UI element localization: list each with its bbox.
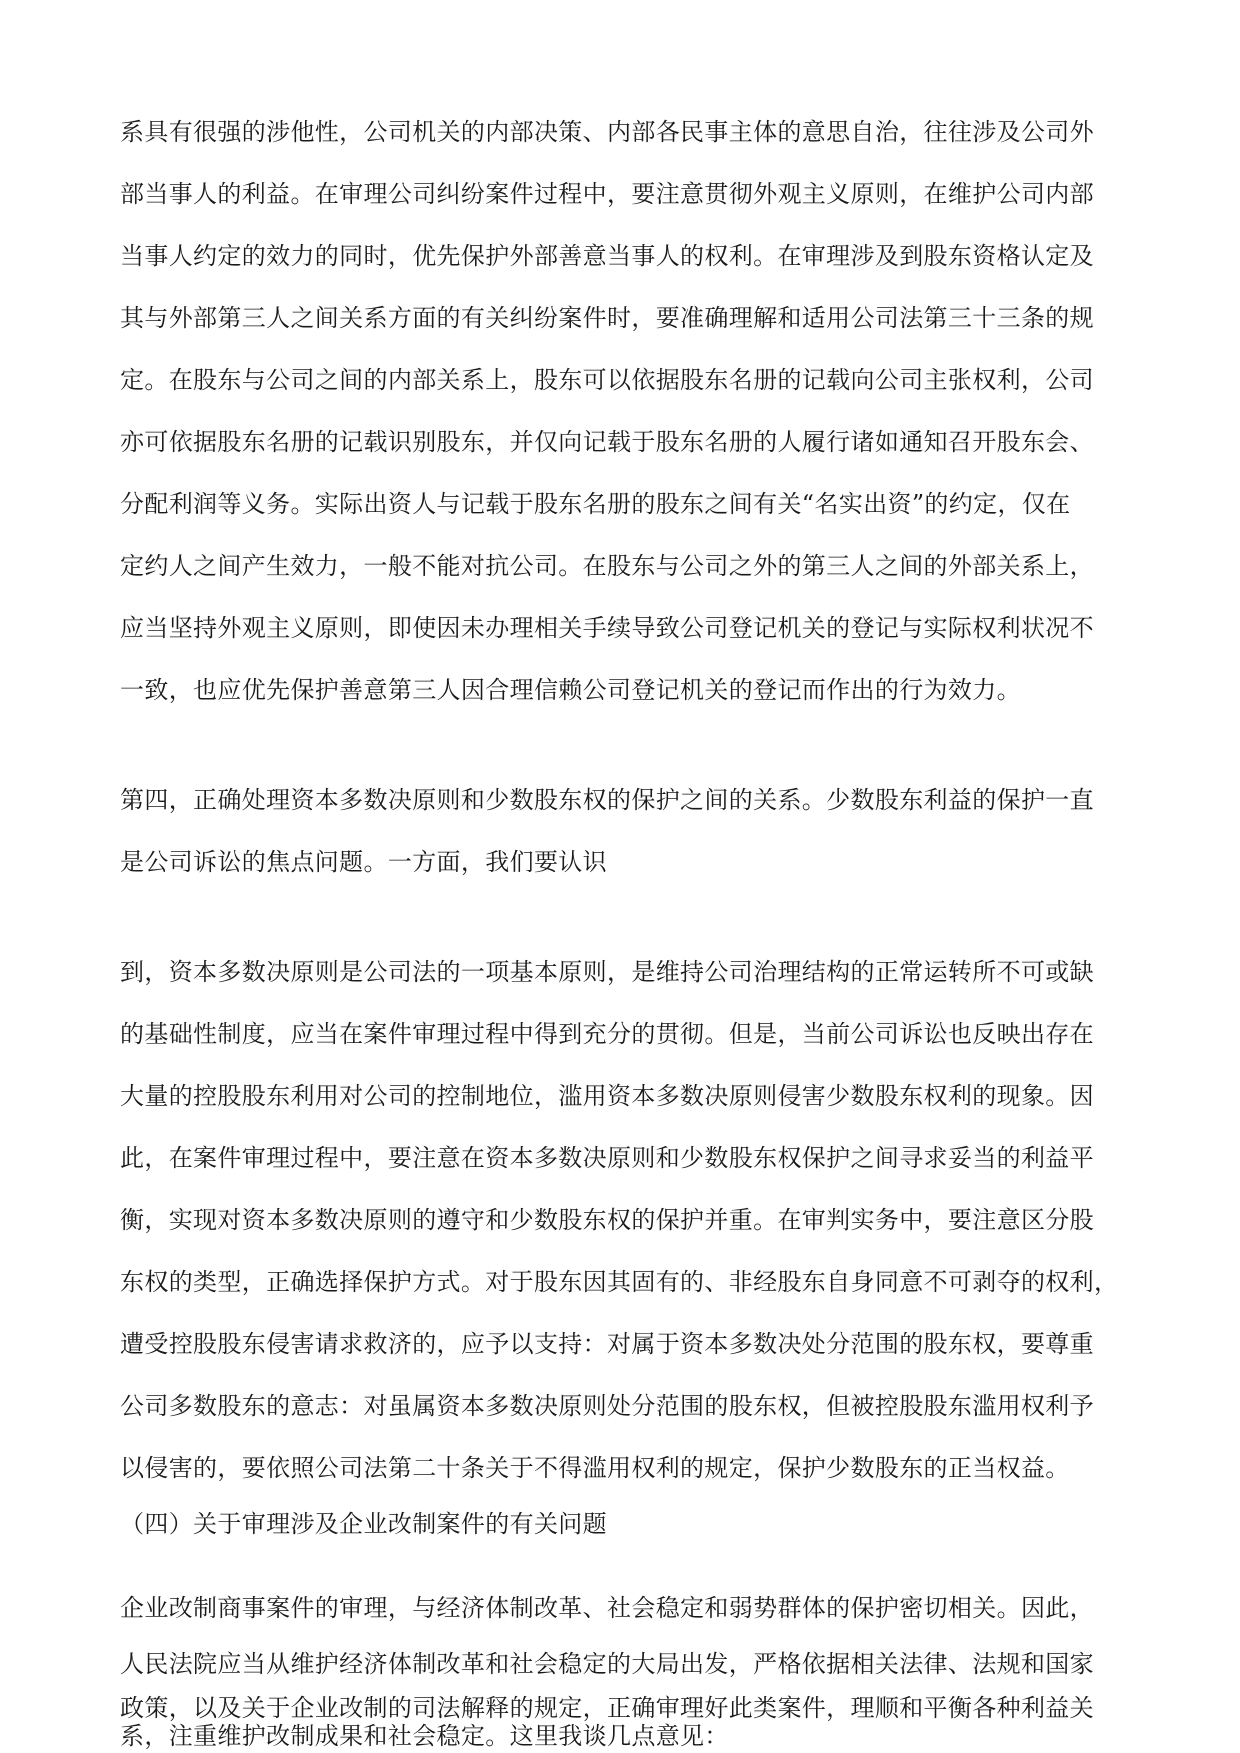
paragraph-line: 人民法院应当从维护经济体制改革和社会稳定的大局出发，严格依据相关法律、法规和国家 [120,1650,1094,1678]
paragraph-line: 的基础性制度，应当在案件审理过程中得到充分的贯彻。但是，当前公司诉讼也反映出存在 [120,1020,1094,1048]
paragraph-line: 第四，正确处理资本多数决原则和少数股东权的保护之间的关系。少数股东利益的保护一直 [120,786,1094,814]
paragraph-line: 企业改制商事案件的审理，与经济体制改革、社会稳定和弱势群体的保护密切相关。因此， [120,1594,1094,1622]
paragraph-line: 衡，实现对资本多数决原则的遵守和少数股东权的保护并重。在审判实务中，要注意区分股 [120,1206,1094,1234]
paragraph-line: 东权的类型，正确选择保护方式。对于股东因其固有的、非经股东自身同意不可剥夺的权利， [120,1268,1119,1296]
paragraph-line: 系，注重维护改制成果和社会稳定。这里我谈几点意见： [120,1722,729,1750]
section-heading: （四）关于审理涉及企业改制案件的有关问题 [120,1510,607,1538]
paragraph-line: 定。在股东与公司之间的内部关系上，股东可以依据股东名册的记载向公司主张权利，公司 [120,366,1094,394]
paragraph-line: 公司多数股东的意志：对虽属资本多数决原则处分范围的股东权，但被控股股东滥用权利予 [120,1392,1094,1420]
paragraph-line: 分配利润等义务。实际出资人与记载于股东名册的股东之间有关“名实出资”的约定，仅在 [120,490,1071,518]
paragraph-line: 到，资本多数决原则是公司法的一项基本原则，是维持公司治理结构的正常运转所不可或缺 [120,958,1094,986]
paragraph-line: 政策，以及关于企业改制的司法解释的规定，正确审理好此类案件，理顺和平衡各种利益关 [120,1694,1094,1722]
paragraph-line: 以侵害的，要依照公司法第二十条关于不得滥用权利的规定，保护少数股东的正当权益。 [120,1454,1070,1482]
paragraph-line: 系具有很强的涉他性，公司机关的内部决策、内部各民事主体的意思自治，往往涉及公司外 [120,118,1094,146]
paragraph-line: 是公司诉讼的焦点问题。一方面，我们要认识 [120,848,607,876]
paragraph-line: 定约人之间产生效力，一般不能对抗公司。在股东与公司之外的第三人之间的外部关系上， [120,552,1094,580]
paragraph-line: 应当坚持外观主义原则，即使因未办理相关手续导致公司登记机关的登记与实际权利状况不 [120,614,1094,642]
paragraph-line: 遭受控股股东侵害请求救济的，应予以支持：对属于资本多数决处分范围的股东权，要尊重 [120,1330,1094,1358]
paragraph-line: 一致，也应优先保护善意第三人因合理信赖公司登记机关的登记而作出的行为效力。 [120,676,1021,704]
paragraph-line: 此，在案件审理过程中，要注意在资本多数决原则和少数股东权保护之间寻求妥当的利益平 [120,1144,1094,1172]
paragraph-line: 大量的控股股东利用对公司的控制地位，滥用资本多数决原则侵害少数股东权利的现象。因 [120,1082,1094,1110]
paragraph-line: 亦可依据股东名册的记载识别股东，并仅向记载于股东名册的人履行诸如通知召开股东会、 [120,428,1094,456]
paragraph-line: 其与外部第三人之间关系方面的有关纠纷案件时，要准确理解和适用公司法第三十三条的规 [120,304,1094,332]
paragraph-line: 当事人约定的效力的同时，优先保护外部善意当事人的权利。在审理涉及到股东资格认定及 [120,242,1094,270]
paragraph-line: 部当事人的利益。在审理公司纠纷案件过程中，要注意贯彻外观主义原则，在维护公司内部 [120,180,1094,208]
